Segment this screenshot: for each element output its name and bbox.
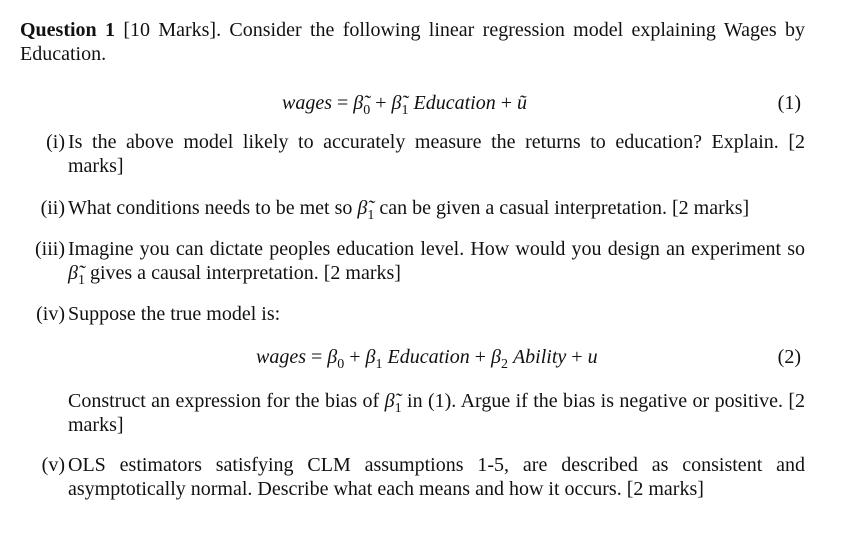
question-header bbox=[20, 18, 805, 66]
part-text: Is the above model likely to accurately measure the returns to education? Explain. [2 marks] bbox=[68, 131, 805, 177]
part-text: Imagine you can dictate peoples education level. How would you design an experiment so $\betã_1$ gives a causal interpretation. [2 marks] bbox=[68, 238, 805, 288]
question-marks: [10 Marks]. bbox=[123, 19, 222, 41]
question-intro: Consider the following linear regression model explaining Wages by Education. bbox=[20, 19, 806, 65]
part-label: (v) bbox=[41, 454, 65, 476]
equation-1-number: (1) bbox=[777, 92, 801, 114]
part-text: What conditions needs to be met so $\betã_1$ can be given a casual interpretation. [2 marks] bbox=[68, 197, 750, 223]
part-text: OLS estimators satisfying CLM assumptions 1-5, are described as consistent and asymptotically normal. Describe what each means and how it occurs. [2 marks] bbox=[68, 454, 805, 500]
part-label: (ii) bbox=[40, 197, 65, 219]
equation-2-number: (2) bbox=[777, 346, 801, 368]
part-label: (iv) bbox=[36, 303, 65, 325]
equation-2: wages = $\beta_0 + \beta_1$ Education + $\beta_2$ Ability + u bbox=[256, 346, 598, 372]
part-text: Construct an expression for the bias of $\betã_1$ in (1). Argue if the bias is negative or positive. [2 marks] bbox=[68, 390, 806, 436]
question-title: Question 1 bbox=[20, 19, 116, 41]
equation-1: wages = $\betã_0$ + $\betã_1$ Education + ũ bbox=[282, 92, 527, 118]
part-text: Suppose the true model is: bbox=[68, 303, 281, 325]
part-label: (iii) bbox=[35, 238, 65, 260]
part-label: (i) bbox=[46, 131, 65, 153]
